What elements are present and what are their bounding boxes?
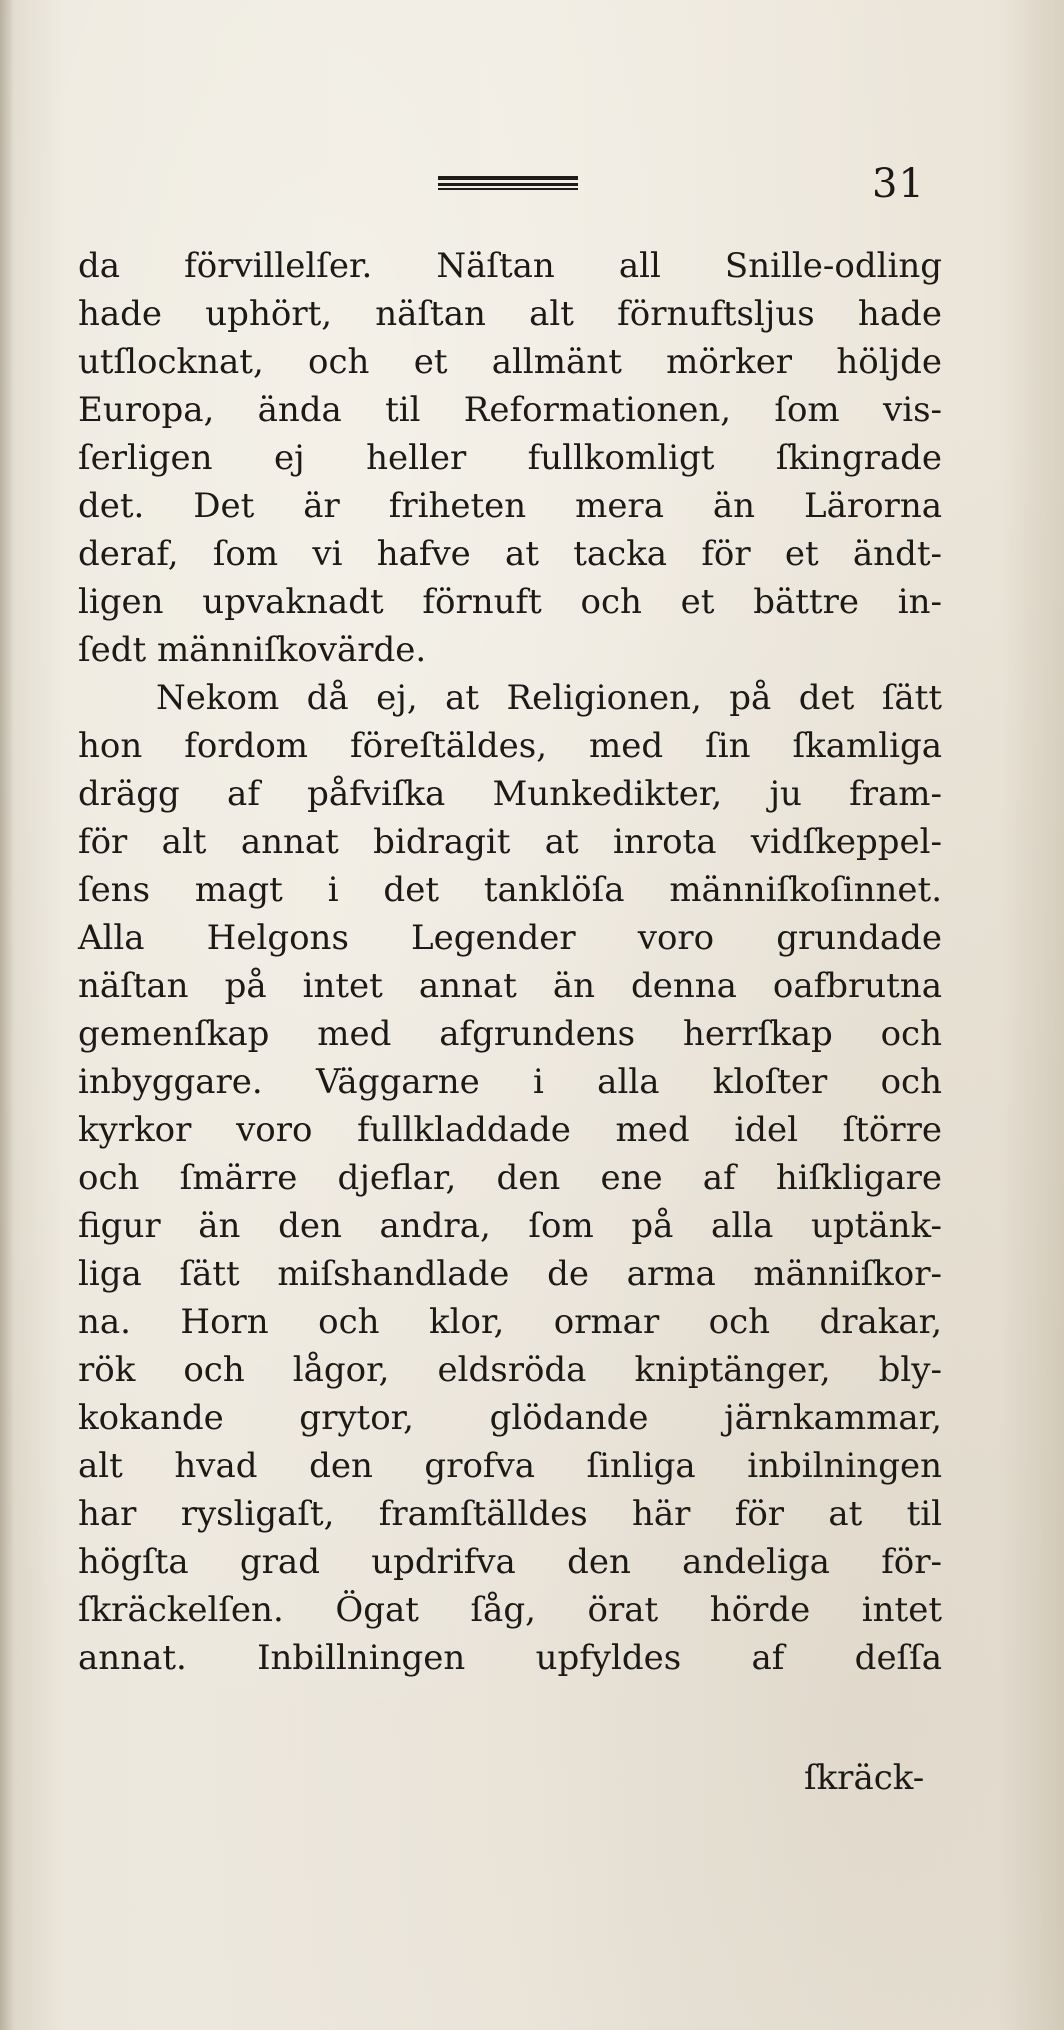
text-line: för alt annat bidragit at inrota vidſkeppel- xyxy=(78,822,942,862)
text-line: kokande grytor, glödande järnkammar, xyxy=(78,1398,942,1438)
rule-line-thin xyxy=(438,188,578,190)
text-line: Alla Helgons Legender voro grundade xyxy=(78,918,942,958)
text-line: deraf, ſom vi hafve at tacka för et ändt- xyxy=(78,534,942,574)
text-line: hade uphört, näſtan alt förnuftsljus hade xyxy=(78,294,942,334)
text-line: ſens magt i det tanklöſa männiſkoſinnet. xyxy=(78,870,942,910)
text-line-paragraph-start: Nekom då ej, at Religionen, på det ſätt xyxy=(156,678,942,718)
text-line: och ſmärre djeflar, den ene af hiſkligare xyxy=(78,1158,942,1198)
text-line: det. Det är friheten mera än Lärorna xyxy=(78,486,942,526)
text-line: kyrkor voro fullkladdade med idel ſtörre xyxy=(78,1110,942,1150)
text-line: da förvillelſer. Näſtan all Snille-odling xyxy=(78,246,942,286)
text-line: hon fordom föreſtäldes, med ſin ſkamliga xyxy=(78,726,942,766)
catchword: ſkräck- xyxy=(804,1758,925,1798)
text-line: rök och lågor, eldsröda kniptänger, bly- xyxy=(78,1350,942,1390)
text-line: liga ſätt miſshandlade de arma männiſkor- xyxy=(78,1254,942,1294)
rule-line-thick xyxy=(438,176,578,180)
text-line: ſerligen ej heller fullkomligt ſkingrade xyxy=(78,438,942,478)
text-line: ſkräckelſen. Ögat ſåg, örat hörde intet xyxy=(78,1590,942,1630)
text-line: na. Horn och klor, ormar och drakar, xyxy=(78,1302,942,1342)
text-line: figur än den andra, ſom på alla uptänk- xyxy=(78,1206,942,1246)
header-ornament-rule xyxy=(438,176,578,190)
page-number: 31 xyxy=(872,161,925,207)
text-line: alt hvad den grofva ſinliga inbilningen xyxy=(78,1446,942,1486)
body-text xyxy=(78,242,942,1682)
text-line: annat. Inbillningen upfyldes af deſſa xyxy=(78,1638,942,1678)
text-line: ſedt männiſkovärde. xyxy=(78,630,427,670)
text-line: Europa, ända til Reformationen, ſom vis- xyxy=(78,390,942,430)
text-line: ligen upvaknadt förnuft och et bättre in- xyxy=(78,582,942,622)
text-line: har rysligaſt, framſtälldes här för at til xyxy=(78,1494,942,1534)
text-line: inbyggare. Väggarne i alla kloſter och xyxy=(78,1062,942,1102)
rule-line-middle xyxy=(438,183,578,186)
page-gutter-shadow xyxy=(0,0,14,2030)
text-line: drägg af påfviſka Munkedikter, ju fram- xyxy=(78,774,942,814)
text-line: gemenſkap med afgrundens herrſkap och xyxy=(78,1014,942,1054)
text-line: utſlocknat, och et allmänt mörker höljde xyxy=(78,342,942,382)
page-header xyxy=(0,161,1064,228)
text-line: högſta grad updrifva den andeliga för- xyxy=(78,1542,942,1582)
text-line: näſtan på intet annat än denna oafbrutna xyxy=(78,966,942,1006)
